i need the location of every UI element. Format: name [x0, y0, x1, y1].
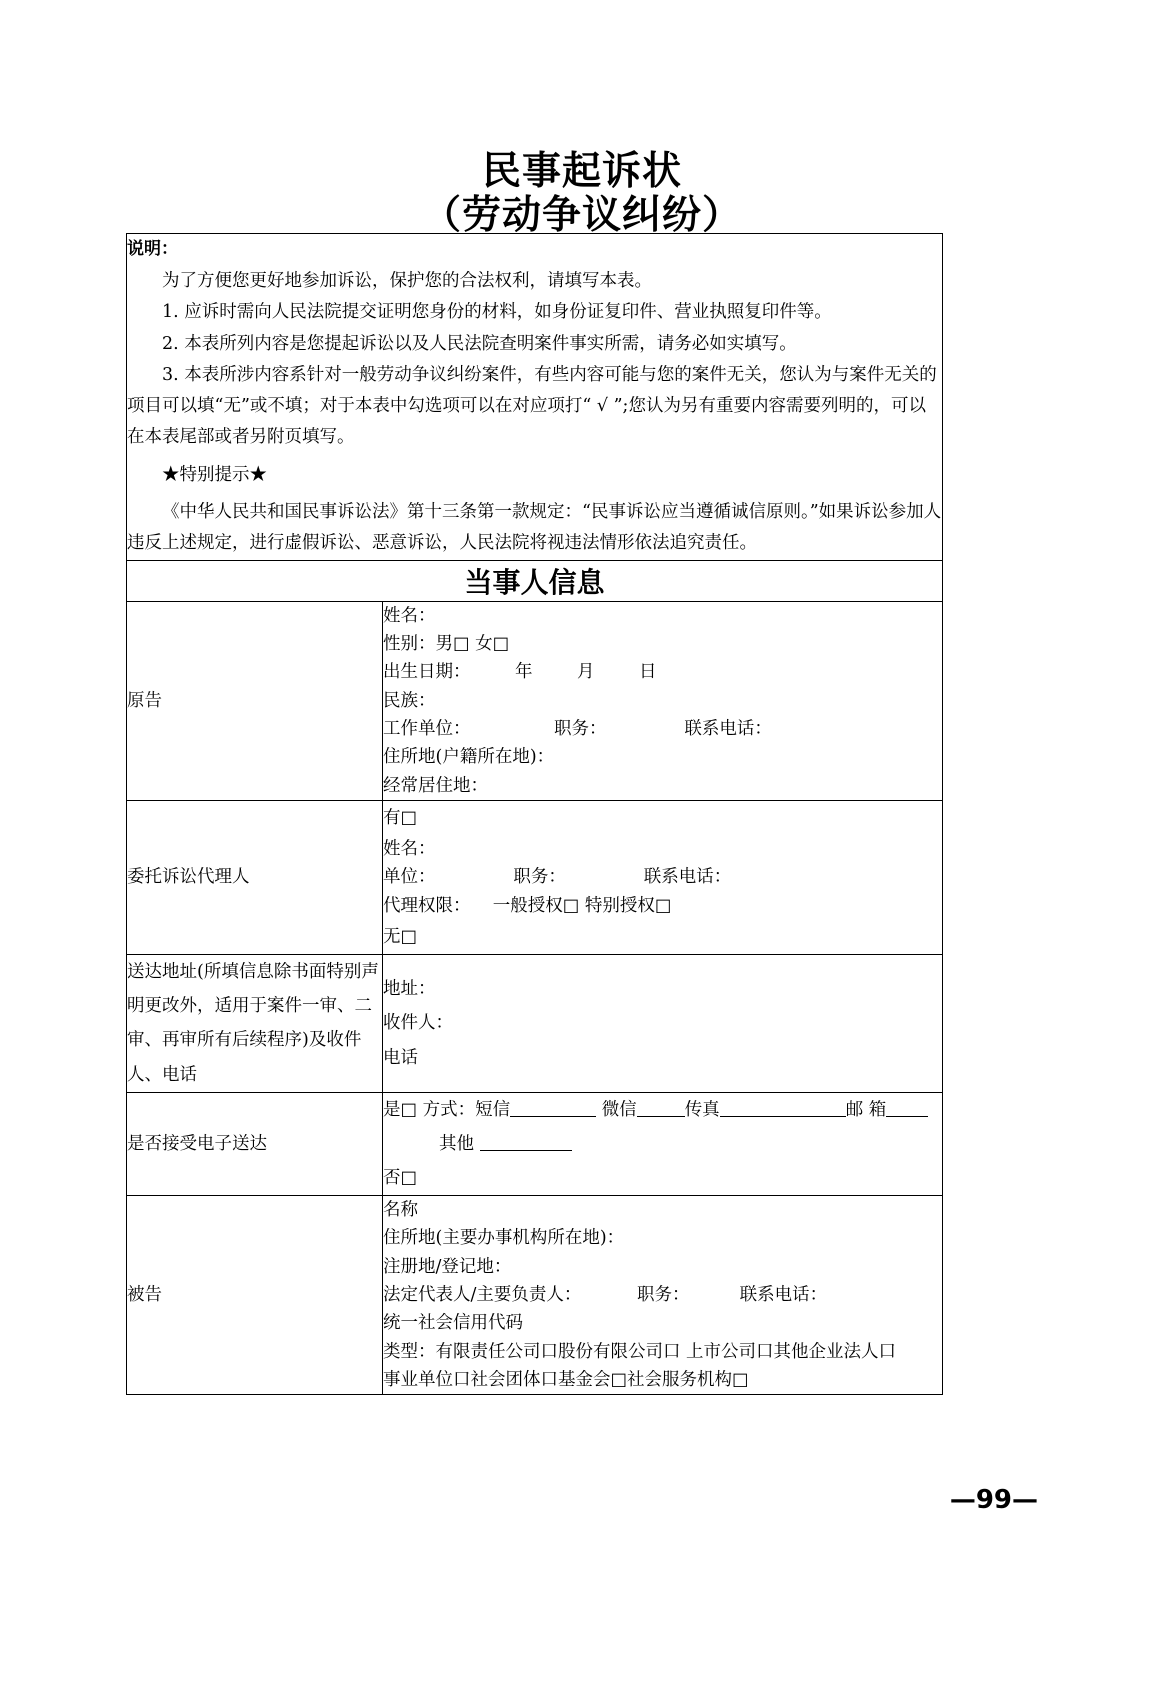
agent-has-checkbox[interactable]: 有□ [383, 807, 418, 828]
notes-row [127, 234, 943, 561]
electronic-delivery-yes-prefix[interactable]: 是□ 方式：短信 [383, 1099, 511, 1120]
agent-row [127, 800, 943, 954]
delivery-address-label: 送达地址(所填信息除书面特别声明更改外，适用于案件一审、二审、再审所有后续程序)及收件人、电话 [127, 955, 383, 1093]
plaintiff-domicile-field[interactable]: 住所地(户籍所在地)： [383, 747, 555, 768]
agent-fields[interactable] [383, 800, 943, 954]
notes-item-2: 2. 本表所列内容是您提起诉讼以及人民法院查明案件事实所需，请务必如实填写。 [162, 333, 797, 354]
notes-heading: 说明： [127, 239, 178, 259]
party-info-header-row [127, 560, 943, 601]
electronic-delivery-no-checkbox[interactable]: 否□ [383, 1167, 418, 1188]
title-line-1: 民事起诉状 [481, 149, 682, 194]
email-label: 邮 箱 [845, 1099, 887, 1120]
special-tip: ★特别提示★ [162, 465, 267, 486]
plaintiff-residence-field[interactable]: 经常居住地： [383, 775, 488, 796]
electronic-delivery-fields[interactable] [383, 1092, 943, 1195]
delivery-phone-field[interactable]: 电话 [383, 1047, 418, 1068]
delivery-recipient-field[interactable]: 收件人： [383, 1013, 453, 1034]
plaintiff-row [127, 601, 943, 800]
party-info-title: 当事人信息 [127, 560, 943, 601]
plaintiff-label: 原告 [127, 601, 383, 800]
wechat-label: 微信 [601, 1099, 637, 1120]
plaintiff-employer-field[interactable]: 工作单位： 职务： 联系电话： [383, 718, 772, 739]
defendant-name-field[interactable]: 名称 [383, 1200, 418, 1221]
plaintiff-name-field[interactable]: 姓名： [383, 605, 436, 626]
wechat-input[interactable] [637, 1098, 685, 1117]
defendant-label: 被告 [127, 1196, 383, 1395]
notes-cell [127, 234, 943, 561]
fax-input[interactable] [720, 1098, 846, 1117]
defendant-fields[interactable] [383, 1196, 943, 1395]
plaintiff-ethnicity-field[interactable]: 民族： [383, 690, 436, 711]
page-number: —99— [949, 1485, 1038, 1515]
electronic-delivery-row [127, 1092, 943, 1195]
agent-authority-field[interactable]: 代理权限： 一般授权□ 特别授权□ [383, 895, 672, 916]
plaintiff-birthdate-field[interactable]: 出生日期： 年 月 日 [383, 662, 657, 683]
lawsuit-form-table [126, 233, 943, 1395]
other-input[interactable] [480, 1132, 572, 1151]
fax-label: 传真 [684, 1099, 720, 1120]
document-title [0, 0, 1164, 237]
agent-unit-field[interactable]: 单位： 职务： 联系电话： [383, 867, 732, 888]
plaintiff-gender-field[interactable]: 性别：男□ 女□ [383, 633, 510, 654]
defendant-type-line-1[interactable]: 类型：有限责任公司口股份有限公司口 上市公司口其他企业法人口 [383, 1341, 897, 1362]
delivery-address-field[interactable]: 地址： [383, 979, 436, 1000]
defendant-credit-code-field[interactable]: 统一社会信用代码 [383, 1313, 523, 1334]
notes-item-1: 1. 应诉时需向人民法院提交证明您身份的材料，如身份证复印件、营业执照复印件等。 [162, 302, 832, 323]
electronic-delivery-yes-line[interactable] [383, 1093, 942, 1127]
defendant-registration-field[interactable]: 注册地/登记地： [383, 1256, 512, 1277]
sms-input[interactable] [510, 1098, 596, 1117]
title-line-2: （劳动争议纠纷） [421, 192, 742, 238]
notes-item-3: 3. 本表所涉内容系针对一般劳动争议纠纷案件，有些内容可能与您的案件无关，您认为与案件无关的项目可以填“无”或不填；对于本表中勾选项可以在对应项打“ √ ”;您认为另有重要内容需要列明的，可以在本表尾部或者另附页填写。 [127, 364, 937, 447]
agent-none-checkbox[interactable]: 无□ [383, 927, 418, 948]
electronic-delivery-other-line[interactable] [383, 1127, 942, 1161]
electronic-delivery-label: 是否接受电子送达 [127, 1092, 383, 1195]
defendant-legal-rep-field[interactable]: 法定代表人/主要负责人： 职务： 联系电话： [383, 1285, 828, 1306]
agent-name-field[interactable]: 姓名： [383, 839, 436, 860]
agent-label: 委托诉讼代理人 [127, 800, 383, 954]
defendant-row [127, 1196, 943, 1395]
plaintiff-fields[interactable] [383, 601, 943, 800]
delivery-address-row [127, 955, 943, 1093]
other-label: 其他 [439, 1133, 474, 1154]
law-citation: 《中华人民共和国民事诉讼法》第十三条第一款规定：“民事诉讼应当遵循诚信原则。”如果诉讼参加人违反上述规定，进行虚假诉讼、恶意诉讼，人民法院将视违法情形依法追究责任。 [127, 502, 942, 554]
email-input[interactable] [886, 1098, 928, 1117]
notes-intro: 为了方便您更好地参加诉讼，保护您的合法权利，请填写本表。 [162, 271, 652, 292]
defendant-domicile-field[interactable]: 住所地(主要办事机构所在地)： [383, 1228, 625, 1249]
defendant-type-line-2[interactable]: 事业单位口社会团体口基金会□社会服务机构□ [383, 1370, 749, 1391]
delivery-address-fields[interactable] [383, 955, 943, 1093]
